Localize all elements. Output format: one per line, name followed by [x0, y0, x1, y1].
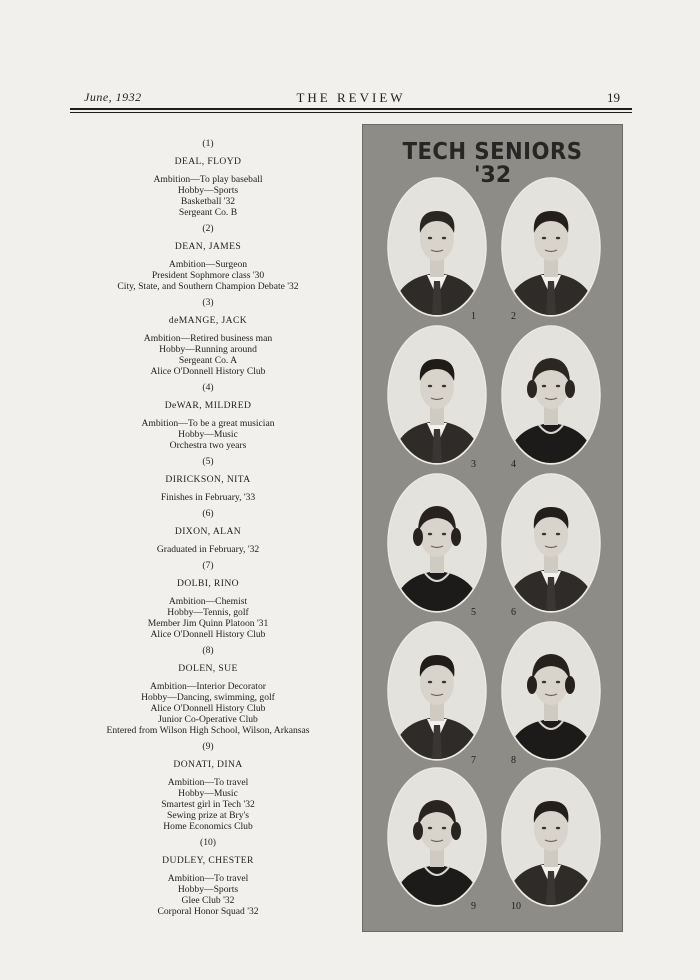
- entry-name: DUDLEY, CHESTER: [162, 855, 254, 866]
- issue-date: June, 1932: [84, 90, 142, 104]
- entry-number: (4): [202, 382, 214, 393]
- portrait-number: 4: [511, 459, 516, 470]
- entry-detail: Finishes in February, '33: [160, 492, 256, 503]
- entry-name: DeWAR, MILDRED: [164, 400, 252, 411]
- entry-number: (3): [202, 297, 214, 308]
- senior-entry: [70, 456, 346, 503]
- entry-number: (1): [202, 138, 214, 149]
- entry-number: (10): [200, 837, 216, 848]
- senior-entry: [70, 223, 346, 292]
- entry-detail: Graduated in February, '32: [156, 544, 260, 555]
- entry-detail: Hobby—Tennis, golf: [167, 607, 249, 618]
- entry-detail: Ambition—To travel: [167, 873, 249, 884]
- portrait-number: 6: [511, 607, 516, 618]
- senior-entry: [70, 138, 346, 218]
- portrait-photo: [501, 177, 601, 317]
- entry-name: DEAL, FLOYD: [174, 156, 242, 167]
- portrait-number: 2: [511, 311, 516, 322]
- entry-detail: Ambition—Interior Decorator: [150, 681, 266, 692]
- portrait-9: [387, 767, 487, 907]
- entry-number: (7): [202, 560, 214, 571]
- entry-name: DONATI, DINA: [173, 759, 243, 770]
- entry-number: (6): [202, 508, 214, 519]
- portrait-5: [387, 473, 487, 613]
- entry-detail: Hobby—Sports: [177, 185, 239, 196]
- portrait-photo: [501, 473, 601, 613]
- portrait-photo: [387, 473, 487, 613]
- panel-year: '32: [473, 163, 512, 188]
- entry-detail: Junior Co-Operative Club: [158, 714, 258, 725]
- entry-name: DOLBI, RINO: [177, 578, 239, 589]
- entry-name: DOLEN, SUE: [178, 663, 238, 674]
- photo-panel: [362, 124, 623, 932]
- publication-title: THE REVIEW: [296, 90, 406, 105]
- portrait-number: 7: [471, 755, 476, 766]
- entry-detail: Hobby—Sports: [177, 884, 239, 895]
- portrait-number: 3: [471, 459, 476, 470]
- entry-detail: Entered from Wilson High School, Wilson, Arkansas: [106, 725, 310, 736]
- senior-entries: [70, 138, 346, 922]
- entry-detail: Sergeant Co. A: [178, 355, 238, 366]
- entry-detail: Ambition—To travel: [167, 777, 249, 788]
- portrait-photo: [387, 621, 487, 761]
- senior-entry: [70, 837, 346, 917]
- portrait-photo: [501, 325, 601, 465]
- page-header: [70, 88, 632, 110]
- page-number: 19: [607, 90, 620, 105]
- entry-detail: Sergeant Co. B: [178, 207, 238, 218]
- entry-detail: Home Economics Club: [163, 821, 253, 832]
- portrait-photo: [387, 767, 487, 907]
- entry-detail: Corporal Honor Squad '32: [157, 906, 259, 917]
- portrait-number: 9: [471, 901, 476, 912]
- senior-entry: [70, 560, 346, 640]
- senior-entry: [70, 741, 346, 832]
- portrait-number: 10: [511, 901, 521, 912]
- portrait-3: [387, 325, 487, 465]
- entry-detail: Ambition—Chemist: [168, 596, 248, 607]
- entry-detail: Sewing prize at Bry's: [167, 810, 249, 821]
- entry-detail: Smartest girl in Tech '32: [161, 799, 255, 810]
- entry-detail: Hobby—Music: [178, 788, 238, 799]
- entry-name: DIXON, ALAN: [174, 526, 242, 537]
- portrait-photo: [387, 325, 487, 465]
- senior-entry: [70, 645, 346, 736]
- entry-number: (8): [202, 645, 214, 656]
- panel-title: TECH SENIORS: [402, 139, 583, 165]
- entry-detail: Ambition—To be a great musician: [141, 418, 275, 429]
- entry-detail: Alice O'Donnell History Club: [150, 366, 266, 377]
- portrait-6: [501, 473, 601, 613]
- entry-detail: Basketball '32: [180, 196, 236, 207]
- portrait-7: [387, 621, 487, 761]
- portrait-8: [501, 621, 601, 761]
- entry-number: (2): [202, 223, 214, 234]
- senior-entry: [70, 508, 346, 555]
- portrait-photo: [387, 177, 487, 317]
- entry-detail: Ambition—Surgeon: [168, 259, 248, 270]
- entry-detail: Hobby—Music: [178, 429, 238, 440]
- portrait-number: 5: [471, 607, 476, 618]
- entry-detail: Alice O'Donnell History Club: [150, 703, 266, 714]
- entry-detail: Hobby—Running around: [159, 344, 257, 355]
- header-rule: [70, 112, 632, 113]
- entry-name: DIRICKSON, NITA: [165, 474, 251, 485]
- portrait-10: [501, 767, 601, 907]
- entry-name: deMANGE, JACK: [168, 315, 248, 326]
- entry-detail: Orchestra two years: [169, 440, 247, 451]
- portrait-4: [501, 325, 601, 465]
- entry-name: DEAN, JAMES: [174, 241, 242, 252]
- entry-detail: Hobby—Dancing, swimming, golf: [141, 692, 275, 703]
- entry-detail: Ambition—Retired business man: [143, 333, 273, 344]
- entry-number: (9): [202, 741, 214, 752]
- entry-detail: Member Jim Quinn Platoon '31: [147, 618, 269, 629]
- entry-detail: City, State, and Southern Champion Debate '32: [117, 281, 299, 292]
- portrait-photo: [501, 767, 601, 907]
- portrait-photo: [501, 621, 601, 761]
- entry-detail: Glee Club '32: [181, 895, 235, 906]
- senior-entry: [70, 297, 346, 377]
- portrait-2: [501, 177, 601, 317]
- portrait-number: 8: [511, 755, 516, 766]
- entry-detail: Alice O'Donnell History Club: [150, 629, 266, 640]
- senior-entry: [70, 382, 346, 451]
- portrait-1: [387, 177, 487, 317]
- entry-detail: Ambition—To play baseball: [153, 174, 263, 185]
- entry-detail: President Sophmore class '30: [151, 270, 265, 281]
- entry-number: (5): [202, 456, 214, 467]
- portrait-number: 1: [471, 311, 476, 322]
